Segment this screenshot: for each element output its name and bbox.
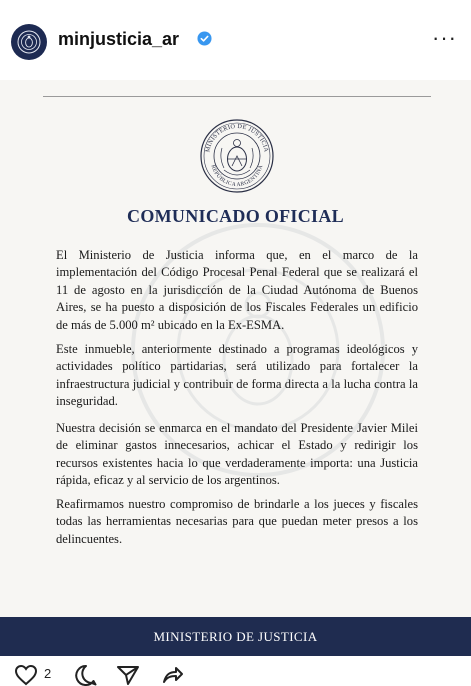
- verified-badge-icon: [197, 31, 212, 46]
- svg-text:REPÚBLICA ARGENTINA: [210, 164, 265, 188]
- footer-label: MINISTERIO DE JUSTICIA: [153, 628, 318, 644]
- top-divider: [43, 96, 431, 97]
- send-icon[interactable]: [116, 664, 140, 686]
- action-bar: [0, 656, 471, 680]
- paragraph-3: Nuestra decisión se enmarca en el mandato del Presidente Javier Milei de eliminar gastos innecesarios, achicar el Estado y redirigir los recursos existentes hacia lo que verdaderamente importa: una Justicia rápida, eficaz y al servicio de los argentinos.: [56, 421, 418, 488]
- seal-bottom-text: REPÚBLICA ARGENTINA: [209, 164, 265, 189]
- seal-logo-icon: [16, 29, 42, 55]
- document-title: COMUNICADO OFICIAL: [127, 206, 344, 226]
- like-count: 2: [44, 666, 52, 681]
- comment-icon[interactable]: [74, 664, 98, 686]
- profile-avatar[interactable]: [11, 24, 47, 60]
- paragraph-4: Reafirmamos nuestro compromiso de brindarle a los jueces y fiscales todas las herramientas necesarias para que puedan meter presos a los delincuentes.: [56, 497, 418, 546]
- paragraph-1: El Ministerio de Justicia informa que, en el marco de la implementación del Código Procesal Penal Federal que se realizará el 11 de agosto en la jurisdicción de la Ciudad Autónoma de Buenos Aires, se ha puesto a disposición de los Fiscales Federales un edificio de más de 5.000 m² ubicado en la Ex-ESMA.: [56, 248, 418, 332]
- paragraph-2: Este inmueble, anteriormente destinado a programas ideológicos y actividades político partidarias, será utilizado para fortalecer la infraestructura judicial y contribuir de forma directa a la lucha contra la inseguridad.: [56, 342, 418, 409]
- username-link[interactable]: minjusticia_ar: [58, 29, 180, 49]
- post-image: [0, 80, 471, 656]
- heart-icon[interactable]: [14, 664, 38, 686]
- seal-top-text: MINISTERIO DE JUSTICIA: [204, 122, 270, 153]
- ministry-seal-icon: [199, 118, 275, 194]
- svg-text:MINISTERIO DE JUSTICIA: [204, 123, 270, 153]
- share-icon[interactable]: [160, 664, 184, 686]
- more-options-icon[interactable]: ···: [432, 25, 457, 50]
- post-header: [0, 0, 471, 80]
- footer-band: [0, 617, 471, 656]
